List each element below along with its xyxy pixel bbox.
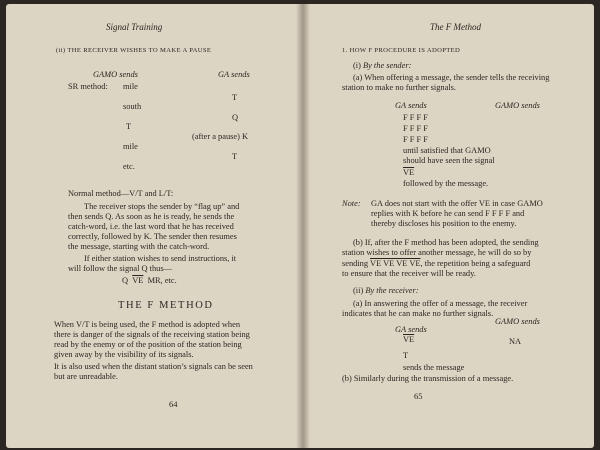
book-spread [6,4,594,448]
text-line: will follow the signal Q thus— [68,264,172,273]
text-line: read by the enemy or of the position of the station being [54,340,242,349]
signal-ve-repeated: VE VE VE VE [370,259,421,268]
text-line: should have seen the signal [403,156,495,165]
text-line: the message, starting with the catch-word. [68,242,210,251]
left-page-number: 64 [169,399,178,409]
column-header-gamo: GAMO sends [495,101,540,110]
subheading-by-sender: (i) By the sender: [353,61,412,70]
column-header-gamo: GAMO sends [495,317,540,326]
section-heading-how-f: 1. HOW F PROCEDURE IS ADOPTED [342,47,461,54]
text-line: NA [509,337,522,346]
text-line: etc. [123,162,135,171]
text-line: followed by the message. [403,179,489,188]
text-line: until satisfied that GAMO [403,146,491,155]
text-line: mile [123,142,138,151]
text-line: (a) When offering a message, the sender tells the receiving [353,73,550,82]
text-line: (b) Similarly during the transmission of a message. [342,374,514,383]
text-line: station to make no further signals. [342,83,456,92]
normal-method-heading: Normal method—V/T and L/T: [68,189,174,198]
sr-method-label: SR method: [68,82,108,91]
column-header-ga: GA sends [218,70,250,79]
text-line: T [232,93,238,102]
text-line: F F F F [403,135,428,144]
column-header-ga: GA sends [395,325,427,334]
column-header-ga: GA sends [395,101,427,110]
text-line: to ensure that the receiver will be ready. [342,269,476,278]
text-line: catch-word, i.e. the last word that he has received [68,222,234,231]
text-line: thereby discloses his position to the enemy. [371,219,517,228]
text-line [122,276,177,286]
f-method-heading: THE F METHOD [118,300,214,311]
book-gutter [296,4,310,448]
left-page [6,4,302,448]
text-line: The receiver stops the sender by “flag up” and [84,202,240,211]
subheading-by-receiver: (ii) By the receiver: [353,286,419,295]
text-line: station wishes to offer another message, he will do so by [342,248,532,257]
left-running-head: Signal Training [106,22,163,32]
text-line: Q [232,113,239,122]
note-label: Note: [342,199,361,208]
text-line: but are unreadable. [54,372,118,381]
signal-ve-overlined: $\overline{VE}$ [132,276,144,285]
text-line: (a) In answering the offer of a message, the receiver [353,299,528,308]
column-header-gamo: GAMO sends [93,70,138,79]
text-line: F F F F [403,124,428,133]
text-line: sends the message [403,363,465,372]
text-line: correctly, followed by K. The sender then resumes [68,232,237,241]
signal-q: Q [122,276,129,285]
signal-ve-overlined: $\overline{VE}$ [403,335,415,344]
text-line: (b) If, after the F method has been adopted, the sending [353,238,539,247]
signal-rest: MR, etc. [147,276,177,285]
right-page-number: 65 [414,391,423,401]
right-running-head: The F Method [430,22,481,32]
text-line: there is danger of the signals of the receiving station being [54,330,250,339]
text-line: indicates that he can make no further signals. [342,309,494,318]
text-line: GA does not start with the offer VE in case GAMO [371,199,543,208]
text-line: T [403,351,409,360]
section-heading-pause: (ii) THE RECEIVER WISHES TO MAKE A PAUSE [56,47,212,54]
text-line: given away by the visibility of its signals. [54,350,194,359]
text-line: mile [123,82,138,91]
text-line: T [232,152,238,161]
text-line: It is also used when the distant station’s signals can be seen [54,362,253,371]
text-line: then sends Q. As soon as he is ready, he sends the [68,212,235,221]
text-line: south [123,102,142,111]
text-line: When V/T is being used, the F method is adopted when [54,320,241,329]
right-page [302,4,594,448]
text-line: replies with K before he can send F F F F and [371,209,525,218]
text-line: F F F F [403,113,428,122]
signal-ve-overlined: $\overline{VE}$ [403,168,415,177]
text-line: sending VE VE VE VE, the repetition being a safeguard [342,259,531,268]
text-line: T [126,122,132,131]
text-line: (after a pause) K [192,132,249,141]
text-line: If either station wishes to send instructions, it [84,254,237,263]
